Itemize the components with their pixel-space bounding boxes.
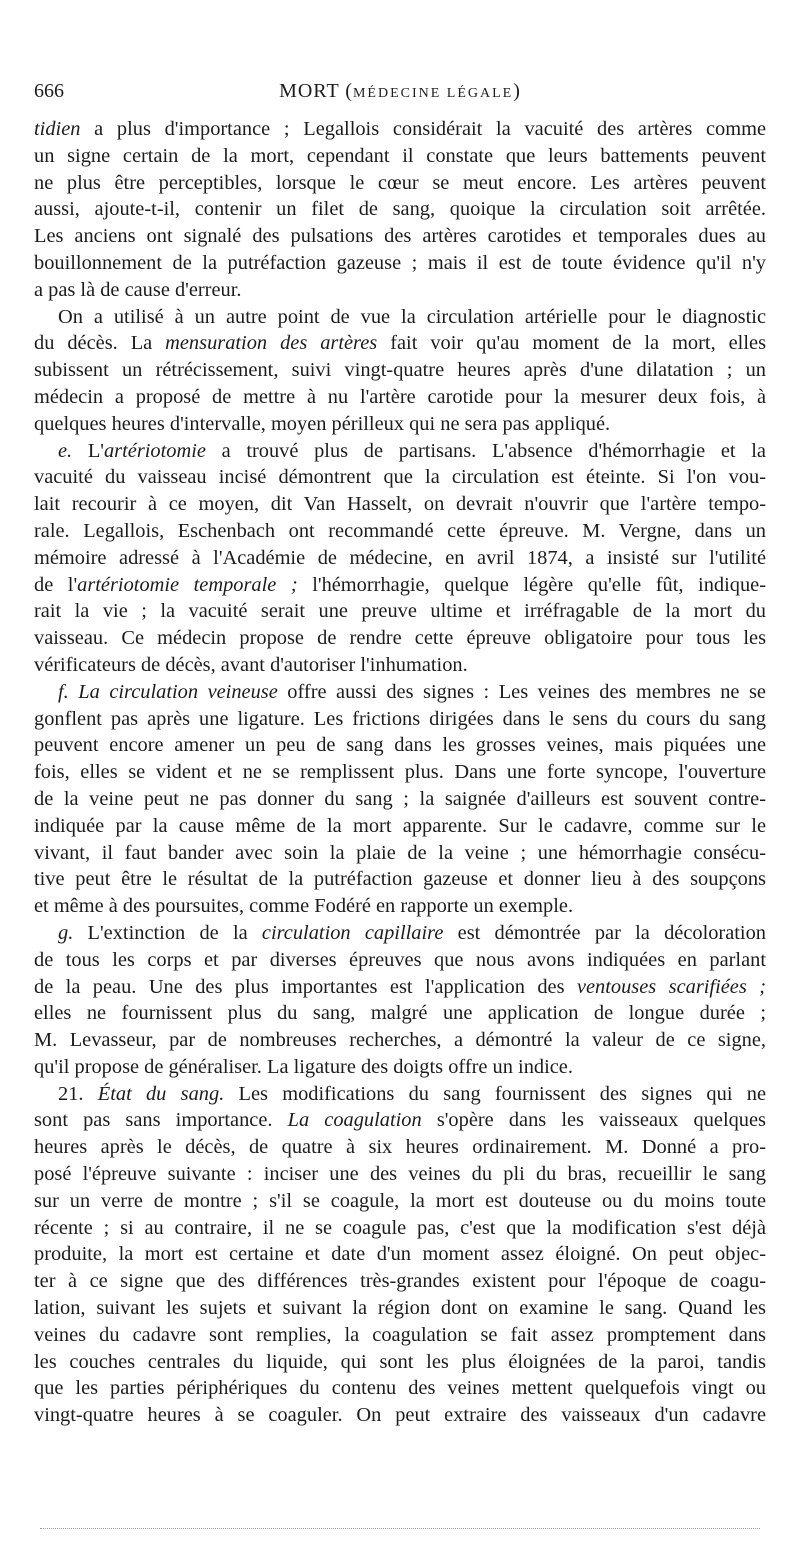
text-line xyxy=(34,813,766,840)
text-line xyxy=(34,625,766,652)
text-line xyxy=(34,974,766,1001)
text-line xyxy=(34,277,766,304)
text-run: a trouvé plus de partisans. L'absence d'hémorrhagie et la xyxy=(205,439,766,462)
text-line xyxy=(34,464,766,491)
running-title-end: ) xyxy=(513,80,521,102)
text-run: posé l'épreuve suivante : inciser une des veines du pli du bras, recueillir le sang xyxy=(34,1163,766,1186)
text-run: lation, suivant les sujets et suivant la région dont on examine le sang. Quand les xyxy=(34,1297,766,1320)
text-line xyxy=(34,1349,766,1376)
text-line xyxy=(34,1375,766,1402)
text-run: que les parties périphériques du contenu des veines mettent quelquefois vingt ou xyxy=(34,1377,766,1400)
italic-run: artériotomie xyxy=(103,439,206,462)
text-run: vaisseau. Ce médecin propose de rendre cette épreuve obligatoire pour tous les xyxy=(34,627,766,650)
text-run: de tous les corps et par diverses épreuves que nous avons indiquées en parlant xyxy=(34,948,766,971)
text-run: produite, la mort est certaine et date d'un moment assez éloigné. On peut objec- xyxy=(34,1243,766,1266)
text-run: lait recourir à ce moyen, dit Van Hasselt, on devrait n'ouvrir que l'artère tempo- xyxy=(34,493,766,516)
text-line xyxy=(34,196,766,223)
text-line xyxy=(34,1268,766,1295)
text-line xyxy=(34,384,766,411)
text-run: a pas là de cause d'erreur. xyxy=(34,278,242,301)
text-line xyxy=(34,357,766,384)
text-line xyxy=(34,545,766,572)
text-run: mémoire adressé à l'Académie de médecine, en avril 1874, a insisté sur l'utilité xyxy=(34,546,766,569)
text-run: bouillonnement de la putréfaction gazeuse ; mais il est de toute évidence qu'il n'y xyxy=(34,251,766,274)
text-run: un signe certain de la mort, cependant il constate que leurs battements peuvent xyxy=(34,144,766,167)
text-run: vingt-quatre heures à se coaguler. On peut extraire des vaisseaux d'un cadavre xyxy=(34,1404,766,1427)
text-run: Les modifications du sang fournissent des signes qui ne xyxy=(224,1082,766,1105)
text-run: subissent un rétrécissement, suivi vingt-quatre heures après d'une dilatation ; un xyxy=(34,359,766,382)
text-line xyxy=(34,1161,766,1188)
text-run: fait voir qu'au moment de la mort, elles xyxy=(377,332,767,355)
text-run: quelques heures d'intervalle, moyen périlleux qui ne sera pas appliqué. xyxy=(34,412,611,435)
italic-run: artériotomie temporale ; xyxy=(77,573,298,596)
text-run: offre aussi des signes : Les veines des membres ne se xyxy=(277,680,766,703)
text-run: veines du cadavre sont remplies, la coagulation se fait assez promptement dans xyxy=(34,1323,766,1346)
text-line xyxy=(34,920,766,947)
text-line xyxy=(34,947,766,974)
text-line xyxy=(34,706,766,733)
text-line xyxy=(34,1054,766,1081)
text-line xyxy=(34,143,766,170)
text-line xyxy=(34,679,766,706)
text-line xyxy=(34,732,766,759)
text-run: elles ne fournissent plus du sang, malgré une application de longue durée ; xyxy=(34,1002,766,1025)
text-run: vacuité du vaisseau incisé démontrent que la circulation est éteinte. Si l'on vou- xyxy=(34,466,766,489)
text-run: L'extinction de la xyxy=(73,921,262,944)
italic-run: État du sang. xyxy=(97,1082,225,1105)
text-run: de la veine peut ne pas donner du sang ; la saignée d'ailleurs est souvent contre- xyxy=(34,787,766,810)
text-line xyxy=(34,1081,766,1108)
page-number: 666 xyxy=(34,80,64,102)
text-run: ne plus être perceptibles, lorsque le cœur se meut encore. Les artères peuvent xyxy=(34,171,766,194)
text-line xyxy=(34,304,766,331)
italic-run: ventouses scarifiées ; xyxy=(576,975,767,998)
text-run: indiquée par la cause même de la mort apparente. Sur le cadavre, comme sur le xyxy=(34,814,766,837)
running-header xyxy=(34,80,766,110)
text-run: vivant, il faut bander avec soin la plaie de la veine ; une hémorrhagie consécu- xyxy=(34,841,766,864)
text-run: L' xyxy=(72,439,104,462)
text-line xyxy=(34,1402,766,1429)
text-run: l'hémorrhagie, quelque légère qu'elle fût, indique- xyxy=(297,573,767,596)
text-line xyxy=(34,1027,766,1054)
text-run: a plus d'importance ; Legallois considérait la vacuité des artères comme xyxy=(80,118,766,140)
text-run: s'opère dans les vaisseaux quelques xyxy=(421,1109,766,1132)
text-run: qu'il propose de généraliser. La ligature des doigts offre un indice. xyxy=(34,1055,573,1078)
text-line xyxy=(34,866,766,893)
text-run: gonflent pas après une ligature. Les frictions dirigées dans le sens du cours du sang xyxy=(34,707,766,730)
text-line xyxy=(34,840,766,867)
text-line xyxy=(34,759,766,786)
text-line xyxy=(34,1241,766,1268)
text-line xyxy=(34,1000,766,1027)
running-title-subject: MÉDECINE LÉGALE xyxy=(352,86,514,101)
text-line xyxy=(34,223,766,250)
text-line xyxy=(34,518,766,545)
text-line xyxy=(34,652,766,679)
text-run: fois, elles se vident et ne se remplissent plus. Dans une forte syncope, l'ouverture xyxy=(34,761,766,784)
text-line xyxy=(34,572,766,599)
text-run: aussi, ajoute-t-il, contenir un filet de sang, quoique la circulation soit arrêtée. xyxy=(34,198,766,221)
text-line xyxy=(34,893,766,920)
italic-run: La coagulation xyxy=(287,1109,422,1132)
text-run: Les anciens ont signalé des pulsations des artères carotides et temporales dues au xyxy=(34,225,766,248)
text-run: rale. Legallois, Eschenbach ont recommandé cette épreuve. M. Vergne, dans un xyxy=(34,519,766,542)
text-line xyxy=(34,1322,766,1349)
text-run: et même à des poursuites, comme Fodéré en rapporte un exemple. xyxy=(34,895,574,918)
text-run: M. Levasseur, par de nombreuses recherches, a démontré la valeur de ce signe, xyxy=(34,1029,766,1052)
text-run: médecin a proposé de mettre à nu l'artère carotide pour la mesurer deux fois, à xyxy=(34,385,766,408)
text-run: 21. xyxy=(58,1082,98,1105)
text-run: heures après le décès, de quatre à six heures ordinairement. M. Donné a pro- xyxy=(34,1136,766,1159)
text-run: peuvent encore amener un peu de sang dans les grosses veines, mais piquées une xyxy=(34,734,766,757)
text-line xyxy=(34,1215,766,1242)
text-line xyxy=(34,1107,766,1134)
text-line xyxy=(34,1188,766,1215)
text-run: les couches centrales du liquide, qui sont les plus éloignées de la paroi, tandis xyxy=(34,1350,766,1373)
text-run: On a utilisé à un autre point de vue la circulation artérielle pour le diagnostic xyxy=(58,305,766,328)
running-title-main: MORT ( xyxy=(279,80,353,102)
text-line xyxy=(34,491,766,518)
text-run: vérificateurs de décès, avant d'autoriser l'inhumation. xyxy=(34,653,468,676)
text-line xyxy=(34,438,766,465)
italic-run: tidien xyxy=(34,118,81,140)
text-run: sont pas sans importance. xyxy=(34,1109,288,1132)
running-title xyxy=(34,80,766,103)
text-run: est démontrée par la décoloration xyxy=(443,921,766,944)
text-line xyxy=(34,598,766,625)
italic-run: circulation capillaire xyxy=(261,921,444,944)
text-run: tive peut être le résultat de la putréfaction gazeuse et donner lieu à des soupçons xyxy=(34,868,766,891)
italic-run: mensuration des artères xyxy=(165,332,378,355)
text-run: sur un verre de montre ; s'il se coagule, la mort est douteuse ou du moins toute xyxy=(34,1189,766,1212)
italic-run: f. La circulation veineuse xyxy=(58,680,278,703)
text-run: du décès. La xyxy=(34,332,166,355)
text-line xyxy=(34,1134,766,1161)
text-line xyxy=(34,116,766,143)
text-run: rait la vie ; la vacuité serait une preuve ultime et irréfragable de la mort du xyxy=(34,600,766,623)
text-line xyxy=(34,786,766,813)
body-text xyxy=(34,116,766,1429)
italic-run: e. xyxy=(58,439,73,462)
text-run: de la peau. Une des plus importantes est l'application des xyxy=(34,975,577,998)
text-line xyxy=(34,330,766,357)
italic-run: g. xyxy=(58,921,74,944)
text-line xyxy=(34,250,766,277)
text-run: récente ; si au contraire, il ne se coagule pas, c'est que la modification s'est déjà xyxy=(34,1216,766,1239)
text-run: ter à ce signe que des différences très-grandes existent pour l'époque de coagu- xyxy=(34,1270,766,1293)
text-run: de l' xyxy=(34,573,78,596)
text-line xyxy=(34,1295,766,1322)
text-line xyxy=(34,411,766,438)
text-line xyxy=(34,170,766,197)
bottom-rule xyxy=(40,1528,760,1529)
